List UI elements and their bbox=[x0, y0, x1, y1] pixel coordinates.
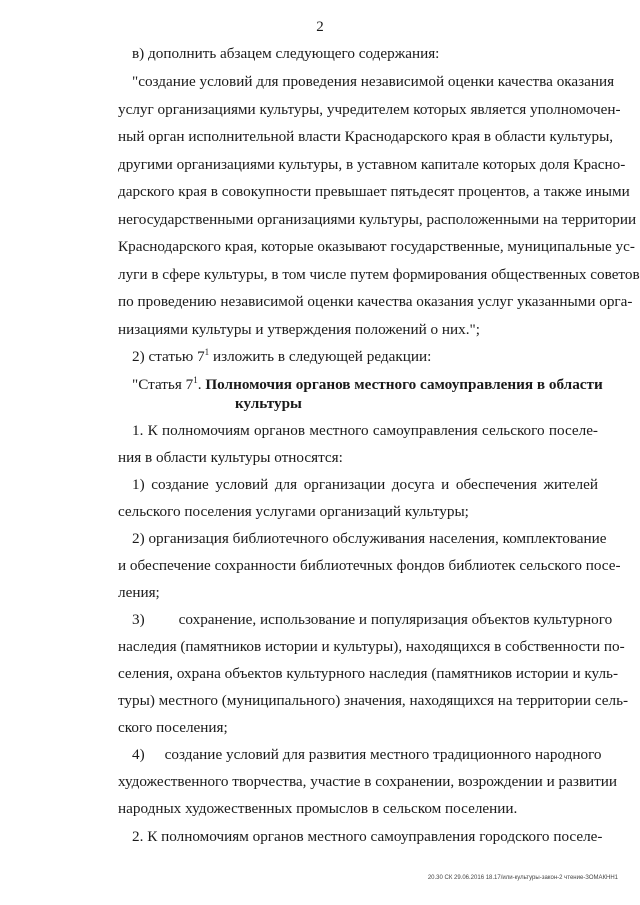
paragraph-line: художественного творчества, участие в сохранении, возрождении и развитии bbox=[118, 773, 618, 790]
paragraph-line: сельского поселения услугами организаций культуры; bbox=[118, 503, 469, 520]
paragraph-line: ского поселения; bbox=[118, 719, 228, 736]
paragraph-line: 2. К полномочиям органов местного самоуправления городского поселе- bbox=[132, 828, 603, 845]
paragraph-line: луги в сфере культуры, в том числе путем формирования общественных советов bbox=[118, 266, 640, 283]
paragraph-line: Краснодарского края, которые оказывают государственные, муниципальные ус- bbox=[118, 238, 635, 255]
paragraph-line: низациями культуры и утверждения положений о них."; bbox=[118, 321, 480, 338]
paragraph-line: 1. К полномочиям органов местного самоуправления сельского поселе- bbox=[132, 422, 598, 439]
paragraph-line: негосударственными организациями культуры, расположенными на территории bbox=[118, 211, 637, 228]
paragraph-line: дарского края в совокупности превышает пятьдесят процентов, а также иными bbox=[118, 183, 630, 200]
paragraph-line: 1) создание условий для организации досуга и обеспечения жителей bbox=[132, 476, 598, 493]
list-item-4: 4) создание условий для развития местного традиционного народного bbox=[132, 746, 602, 763]
article-heading: "Статья $7^1$. Полномочия органов местного самоуправления в области bbox=[132, 375, 603, 393]
paragraph-line: народных художественных промыслов в сельском поселении. bbox=[118, 800, 518, 817]
paragraph-line: ния в области культуры относятся: bbox=[118, 449, 343, 466]
paragraph-line: "создание условий для проведения независимой оценки качества оказания bbox=[132, 73, 615, 90]
paragraph-line: в) дополнить абзацем следующего содержания: bbox=[132, 45, 440, 62]
article-title-continued: культуры bbox=[235, 395, 302, 412]
paragraph-line: и обеспечение сохранности библиотечных фондов библиотек сельского посе- bbox=[118, 557, 621, 574]
paragraph-line: туры) местного (муниципального) значения, находящихся на территории сель- bbox=[118, 692, 629, 709]
paragraph-line: по проведению независимой оценки качества оказания услуг указанными орга- bbox=[118, 293, 633, 310]
article-title: Полномочия органов местного самоуправления в области bbox=[205, 376, 603, 393]
paragraph-line: ный орган исполнительной власти Краснодарского края в области культуры, bbox=[118, 128, 614, 145]
list-item-3: 3) сохранение, использование и популяризация объектов культурного bbox=[132, 611, 613, 628]
paragraph-line: другими организациями культуры, в уставном капитале которых доля Красно- bbox=[118, 156, 626, 173]
paragraph-line: услуг организациями культуры, учредителем которых является уполномочен- bbox=[118, 101, 621, 118]
paragraph-line: 2) организация библиотечного обслуживания населения, комплектование bbox=[132, 530, 607, 547]
paragraph-line: наследия (памятников истории и культуры), находящихся в собственности по- bbox=[118, 638, 625, 655]
amendment-item-2: 2) статью $7^1$ изложить в следующей редакции: bbox=[132, 347, 432, 365]
paragraph-line: ления; bbox=[118, 584, 160, 601]
paragraph-line: селения, охрана объектов культурного наследия (памятников истории и куль- bbox=[118, 665, 619, 682]
page-number: 2 bbox=[316, 19, 324, 35]
document-footer: 20.30 СК 29.06.2016 18.17/или-культуры-закон-2 чтение-ЗОМАКНН1 bbox=[427, 875, 618, 881]
